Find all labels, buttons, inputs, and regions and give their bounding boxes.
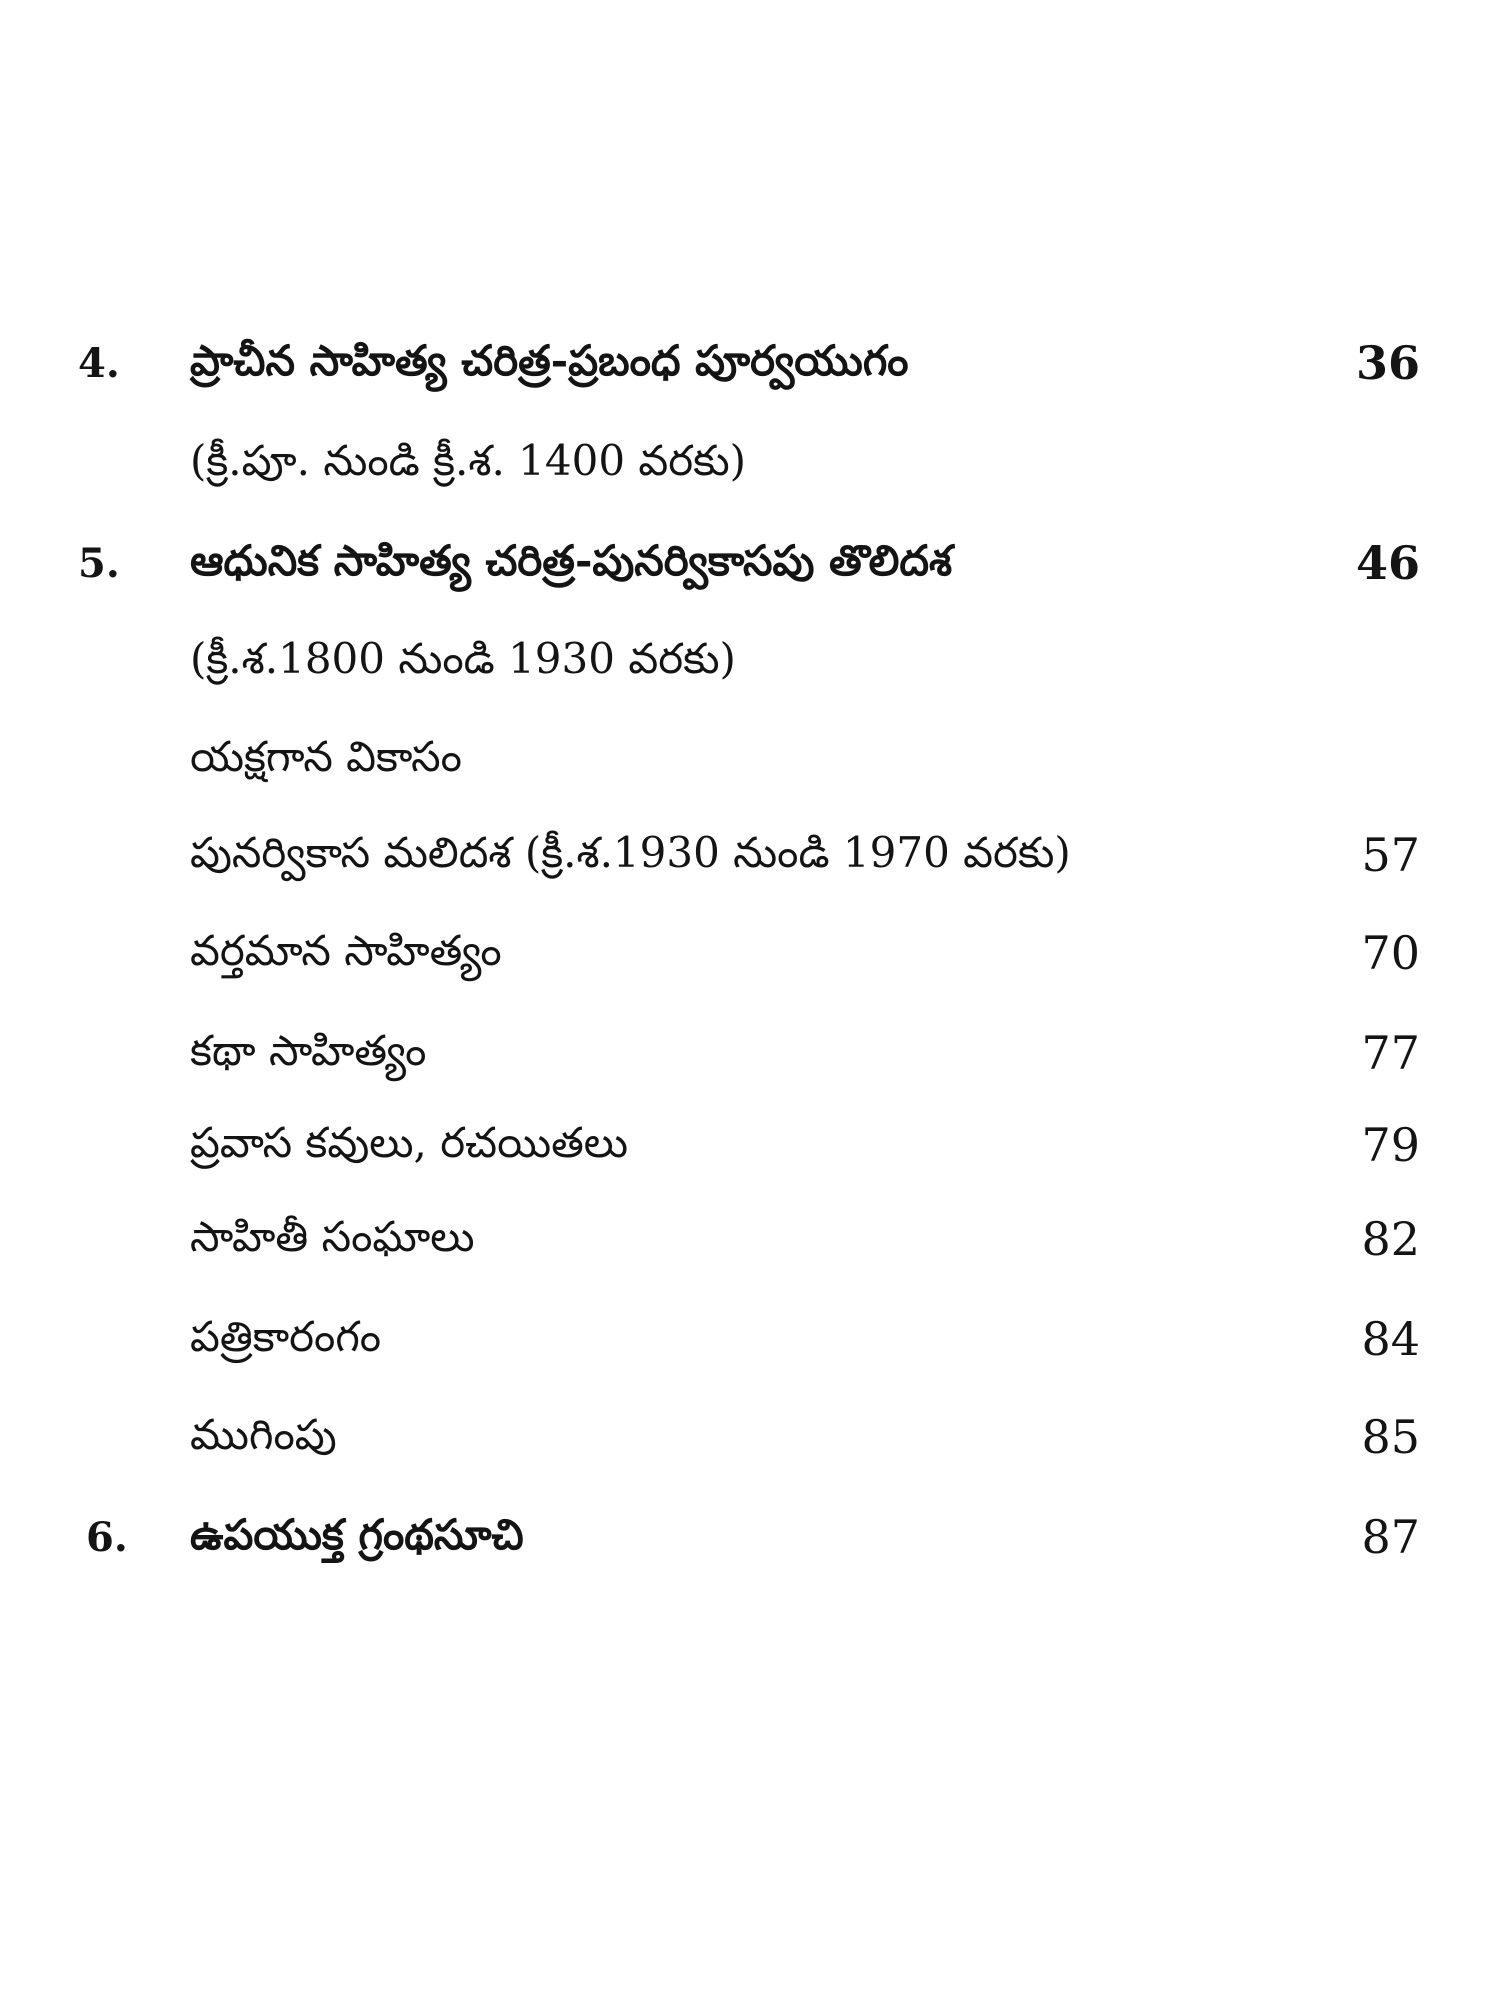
chapter-subtitle: (క్రీ.శ.1800 నుండి 1930 వరకు)	[190, 634, 736, 683]
page-number: 87	[1361, 1510, 1420, 1564]
page-number: 57	[1361, 828, 1420, 882]
toc-row-entry	[0, 918, 1500, 998]
toc-row-chapter-5	[0, 528, 1500, 608]
toc-row-entry	[0, 1018, 1500, 1098]
entry-title: కథా సాహిత్యం	[190, 1026, 427, 1075]
toc-row-entry	[0, 1204, 1500, 1284]
toc-row-entry	[0, 820, 1500, 900]
page-number: 36	[1355, 336, 1420, 390]
toc-row-chapter-6	[0, 1502, 1500, 1582]
toc-row-entry	[0, 1110, 1500, 1190]
toc-row-chapter-4	[0, 328, 1500, 408]
entry-title: ప్రవాస కవులు, రచయితలు	[190, 1118, 629, 1167]
entry-title: యక్షగాన వికాసం	[190, 732, 462, 781]
chapter-subtitle: (క్రీ.పూ. నుండి క్రీ.శ. 1400 వరకు)	[190, 436, 747, 485]
toc-row-entry	[0, 1304, 1500, 1384]
entry-title: పునర్వికాస మలిదశ (క్రీ.శ.1930 నుండి 1970 వరకు)	[190, 828, 1071, 877]
page-number: 70	[1361, 926, 1420, 980]
entry-title: సాహితీ సంఘాలు	[190, 1212, 475, 1261]
page-number: 84	[1361, 1312, 1420, 1366]
page-number: 82	[1361, 1212, 1420, 1266]
chapter-title: ఆధునిక సాహిత్య చరిత్ర-పునర్వికాసపు తొలిదశ	[190, 536, 953, 585]
entry-title: పత్రికారంగం	[190, 1312, 382, 1361]
chapter-title: ఉపయుక్త గ్రంథసూచి	[190, 1510, 524, 1559]
page-number: 77	[1361, 1026, 1420, 1080]
page-number: 85	[1361, 1410, 1420, 1464]
chapter-number: 4.	[78, 340, 120, 387]
toc-row-chapter-5-subtitle	[0, 626, 1500, 706]
chapter-title: ప్రాచీన సాహిత్య చరిత్ర-ప్రబంధ పూర్వయుగం	[190, 336, 909, 385]
toc-row-entry	[0, 1402, 1500, 1482]
toc-row-entry	[0, 724, 1500, 804]
page-number: 79	[1361, 1118, 1420, 1172]
page-number: 46	[1355, 536, 1420, 590]
entry-title: వర్తమాన సాహిత్యం	[190, 926, 502, 975]
toc-row-chapter-4-subtitle	[0, 428, 1500, 508]
chapter-number: 5.	[78, 540, 120, 587]
chapter-number: 6.	[86, 1514, 128, 1561]
entry-title: ముగింపు	[190, 1410, 337, 1459]
